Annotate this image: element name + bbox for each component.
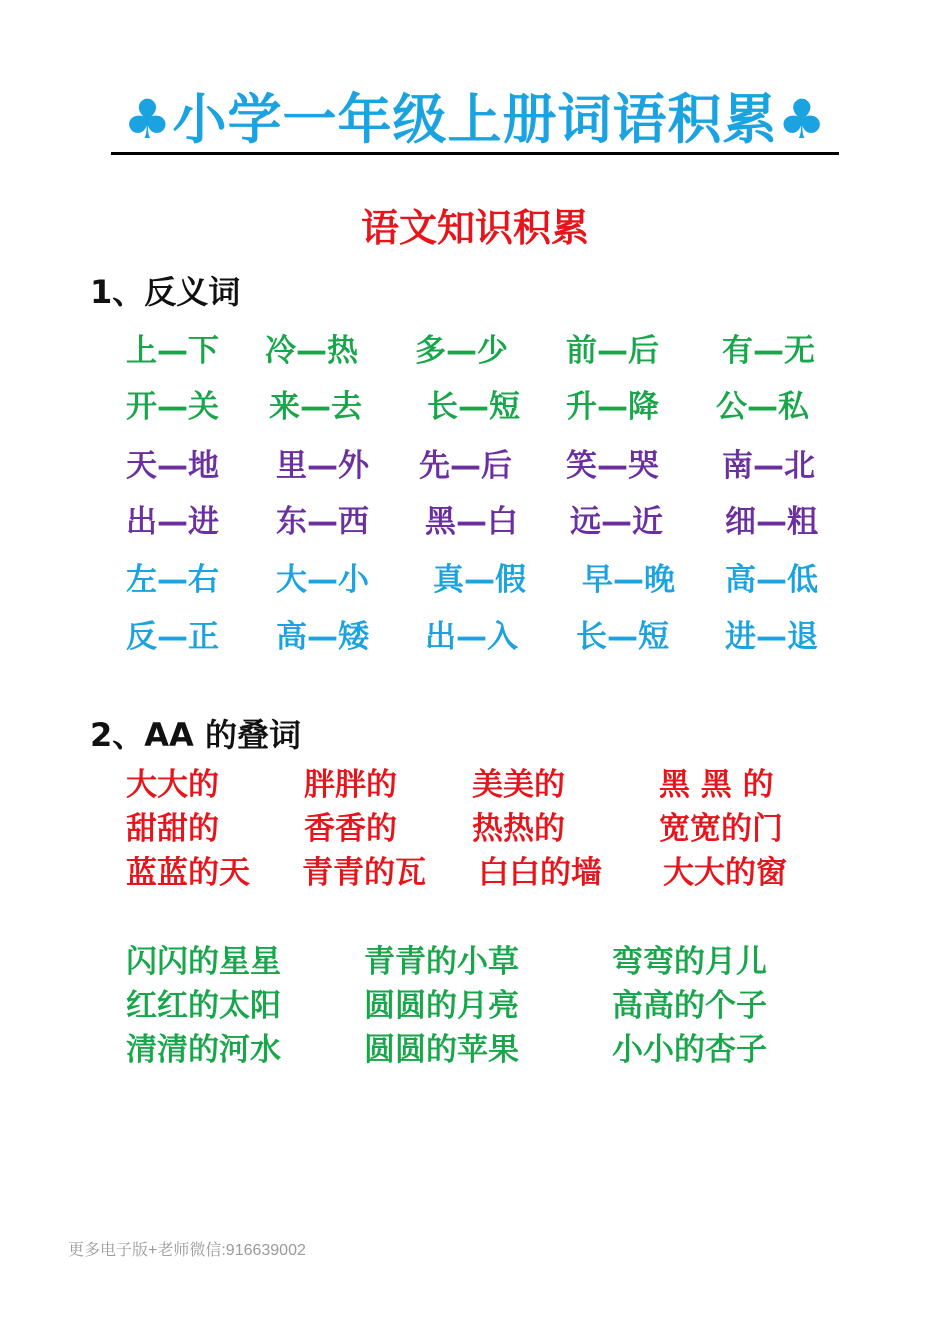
word-item: 大大的 [126, 767, 219, 803]
antonym-pair: 远—近 [570, 504, 663, 540]
word-item: 宽宽的门 [659, 811, 783, 847]
antonym-pair: 先—后 [419, 448, 512, 484]
word-item: 蓝蓝的天 [126, 855, 250, 891]
word-item: 高高的个子 [612, 988, 767, 1024]
antonym-pair: 公—私 [716, 389, 809, 425]
antonym-pair: 进—退 [725, 619, 818, 655]
antonym-pair: 里—外 [276, 448, 369, 484]
antonym-pair: 大—小 [276, 562, 369, 598]
word-item: 红红的太阳 [126, 988, 281, 1024]
word-item: 热热的 [472, 811, 565, 847]
footer-contact: 更多电子版+老师微信:916639002 [68, 1242, 306, 1259]
antonym-pair: 升—降 [566, 389, 659, 425]
antonym-pair: 长—短 [427, 389, 520, 425]
antonym-pair: 长—短 [576, 619, 669, 655]
section-heading-antonyms: 1、反义词 [90, 273, 241, 311]
word-item: 黑 黑 的 [659, 767, 774, 803]
antonym-pair: 出—进 [126, 504, 219, 540]
antonym-pair: 冷—热 [265, 333, 358, 369]
antonym-pair: 高—矮 [276, 619, 369, 655]
word-item: 小小的杏子 [612, 1032, 767, 1068]
antonym-pair: 有—无 [722, 333, 815, 369]
title-underline [111, 152, 839, 155]
word-item: 胖胖的 [304, 767, 397, 803]
word-item: 美美的 [472, 767, 565, 803]
word-item: 闪闪的星星 [126, 944, 281, 980]
section-heading-reduplicated: 2、AA 的叠词 [90, 716, 301, 754]
antonym-pair: 反—正 [126, 619, 219, 655]
antonym-pair: 南—北 [722, 448, 815, 484]
antonym-pair: 开—关 [126, 389, 219, 425]
antonym-pair: 天—地 [126, 448, 219, 484]
word-item: 白白的墙 [478, 855, 602, 891]
antonym-pair: 多—少 [415, 333, 508, 369]
antonym-pair: 笑—哭 [566, 448, 659, 484]
word-item: 青青的瓦 [302, 855, 426, 891]
antonym-pair: 出—入 [425, 619, 518, 655]
antonym-pair: 黑—白 [425, 504, 518, 540]
antonym-pair: 细—粗 [725, 504, 818, 540]
word-item: 圆圆的苹果 [364, 1032, 519, 1068]
word-item: 香香的 [304, 811, 397, 847]
word-item: 甜甜的 [126, 811, 219, 847]
antonym-pair: 左—右 [126, 562, 219, 598]
antonym-pair: 上—下 [126, 333, 219, 369]
word-item: 大大的窗 [663, 855, 787, 891]
word-item: 青青的小草 [364, 944, 519, 980]
word-item: 圆圆的月亮 [364, 988, 519, 1024]
word-item: 清清的河水 [126, 1032, 281, 1068]
word-item: 弯弯的月儿 [612, 944, 767, 980]
antonym-pair: 东—西 [276, 504, 369, 540]
antonym-pair: 真—假 [433, 562, 526, 598]
antonym-pair: 早—晚 [582, 562, 675, 598]
antonym-pair: 高—低 [725, 562, 818, 598]
subtitle: 语文知识积累 [360, 206, 589, 250]
page-title: ♣小学一年级上册词语积累♣ [123, 88, 827, 151]
antonym-pair: 前—后 [566, 333, 659, 369]
antonym-pair: 来—去 [269, 389, 362, 425]
